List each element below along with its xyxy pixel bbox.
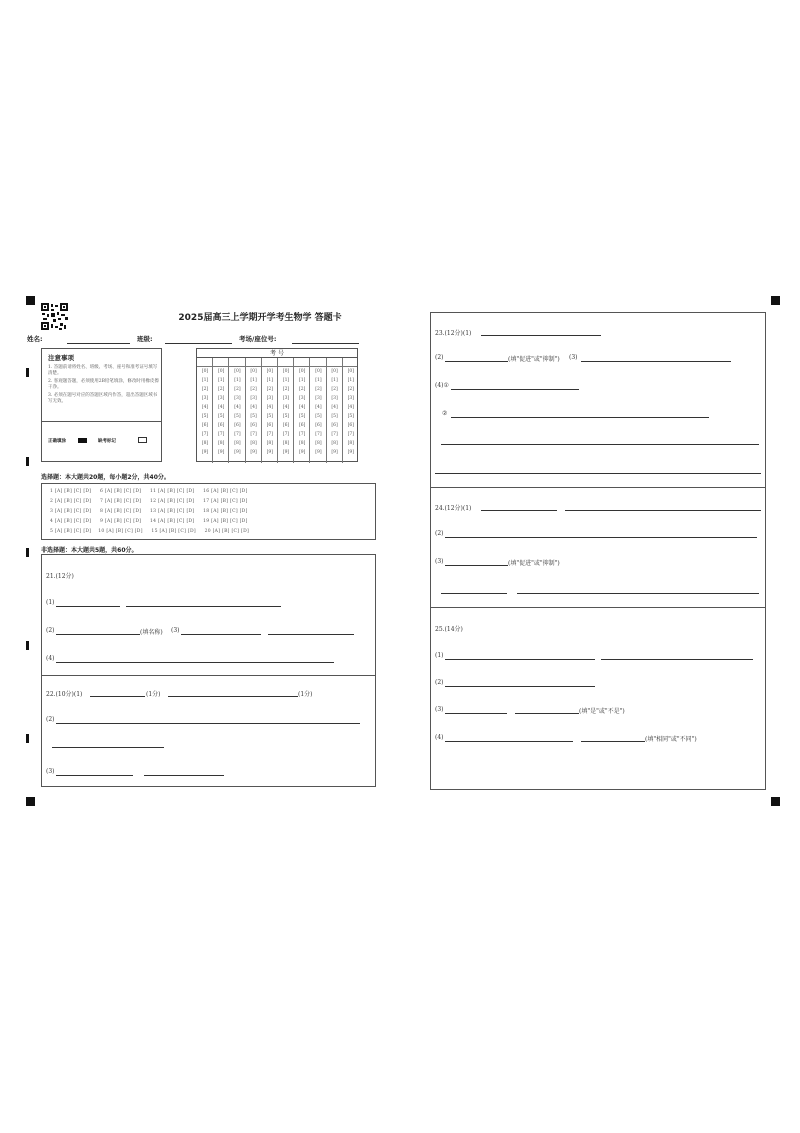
choice-row[interactable]: 4 [A] [B] [C] [D] 9 [A] [B] [C] [D] 14 [A] [B] [C] [D] 19 [A] [B] [C] [D] <box>50 519 248 524</box>
exam-id-column: [0] [1] [2] [3] [4] [5] [6] [7] [8] [9] <box>197 358 213 463</box>
q22-title: 22.(10分)(1) <box>46 691 83 698</box>
notice-item: 3. 必须在题号对应的答题区域内作答，超出答题区域书写无效。 <box>48 393 158 404</box>
q21-part1-blank-a[interactable] <box>56 606 120 607</box>
q25-part4-blank-b[interactable] <box>581 741 645 742</box>
notice-item: 1. 答题前请将姓名、班级、考场、座号和准考证号填写清楚。 <box>48 365 158 376</box>
timing-mark <box>26 548 29 557</box>
page-title: 2025届高三上学期开学考生物学 答题卡 <box>178 313 342 323</box>
q24-part3-blank-c[interactable] <box>517 593 759 594</box>
q25-part2-blank[interactable] <box>445 686 595 687</box>
q22-part3-label: (3) <box>46 768 55 775</box>
q24-part1-blank-a[interactable] <box>481 510 557 511</box>
q23-part2-label: (2) <box>435 354 444 361</box>
seat-field[interactable] <box>292 343 359 344</box>
timing-mark <box>26 734 29 743</box>
registration-mark <box>771 797 780 806</box>
q22-part3-blank-b[interactable] <box>144 775 224 776</box>
correct-fill-label: 正确填涂 <box>48 439 66 444</box>
q21-title: 21.(12分) <box>46 573 74 580</box>
registration-mark <box>771 296 780 305</box>
q23-title: 23.(12分)(1) <box>435 330 472 337</box>
q24-part3-blank[interactable] <box>445 565 508 566</box>
q25-part4-hint: (填"相同"或"不同") <box>645 736 697 743</box>
q21-part4-label: (4) <box>46 655 55 662</box>
q22-part2-label: (2) <box>46 716 55 723</box>
divider <box>431 607 765 608</box>
q24-part3-label: (3) <box>435 558 444 565</box>
q23-part4-blank-d[interactable] <box>435 473 761 474</box>
q21-part1-blank-b[interactable] <box>126 606 281 607</box>
choice-row[interactable]: 2 [A] [B] [C] [D] 7 [A] [B] [C] [D] 12 [A] [B] [C] [D] 17 [A] [B] [C] [D] <box>50 499 248 504</box>
name-label: 姓名: <box>27 335 43 343</box>
q25-part2-label: (2) <box>435 679 444 686</box>
choice-row[interactable]: 3 [A] [B] [C] [D] 8 [A] [B] [C] [D] 13 [A] [B] [C] [D] 18 [A] [B] [C] [D] <box>50 509 248 514</box>
right-answer-panel <box>430 312 766 790</box>
q24-part2-blank[interactable] <box>445 537 757 538</box>
q21-part3-label: (3) <box>171 627 180 634</box>
q22-part2-blank-b[interactable] <box>52 747 164 748</box>
class-field[interactable] <box>165 343 232 344</box>
exam-id-column: [0] [1] [2] [3] [4] [5] [6] [7] [8] [9] <box>327 358 343 463</box>
q25-part3-hint: (填"是"或"不是") <box>579 708 625 715</box>
q25-title: 25.(14分) <box>435 626 463 633</box>
student-info-row <box>27 334 367 346</box>
exam-id-column: [0] [1] [2] [3] [4] [5] [6] [7] [8] [9] <box>278 358 294 463</box>
q21-part3-blank-a[interactable] <box>181 634 261 635</box>
exam-id-header: 考 号 <box>197 349 357 358</box>
q22-score2: (1分) <box>298 691 313 698</box>
q21-part3-blank-b[interactable] <box>268 634 354 635</box>
notice-title: 注意事项 <box>48 354 74 362</box>
q24-part1-blank-b[interactable] <box>565 510 761 511</box>
absent-mark-label: 缺考标记 <box>98 439 116 444</box>
q25-part1-label: (1) <box>435 652 444 659</box>
notice-box <box>41 348 162 462</box>
q23-part4-blank-b[interactable] <box>451 417 709 418</box>
name-field[interactable] <box>67 343 130 344</box>
choice-answer-box <box>41 483 376 540</box>
choice-row[interactable]: 1 [A] [B] [C] [D] 6 [A] [B] [C] [D] 11 [A] [B] [C] [D] 16 [A] [B] [C] [D] <box>50 489 248 494</box>
q21-part2-blank[interactable] <box>56 634 140 635</box>
q22-part1-blank-a[interactable] <box>90 696 145 697</box>
q24-part3-hint: (填"促进"或"抑制") <box>508 560 560 567</box>
q25-part1-blank-b[interactable] <box>601 659 753 660</box>
class-label: 班级: <box>137 335 153 343</box>
q23-part1-blank[interactable] <box>481 335 601 336</box>
timing-mark <box>26 368 29 377</box>
q21-part2-label: (2) <box>46 627 55 634</box>
q24-part2-label: (2) <box>435 530 444 537</box>
timing-mark <box>26 641 29 650</box>
exam-id-column: [0] [1] [2] [3] [4] [5] [6] [7] [8] [9] <box>213 358 229 463</box>
choice-section-label: 选择题：本大题共20题，每小题2分，共40分。 <box>41 474 170 481</box>
q22-part1-blank-b[interactable] <box>168 696 298 697</box>
q25-part3-label: (3) <box>435 706 444 713</box>
q23-part4b-label: ② <box>442 410 448 417</box>
exam-id-column: [0] [1] [2] [3] [4] [5] [6] [7] [8] [9] <box>310 358 326 463</box>
choice-row[interactable]: 5 [A] [B] [C] [D] 10 [A] [B] [C] [D] 15 [A] [B] [C] [D] 20 [A] [B] [C] [D] <box>50 529 250 534</box>
q23-part3-blank[interactable] <box>581 361 731 362</box>
q22-answer-box <box>41 675 376 787</box>
q25-part4-label: (4) <box>435 734 444 741</box>
notice-item: 2. 客观题答题，必须使用2B铅笔填涂，修改时用橡皮擦干净。 <box>48 379 159 390</box>
q25-part3-blank-a[interactable] <box>445 713 507 714</box>
q25-part4-blank-a[interactable] <box>445 741 573 742</box>
q21-part4-blank[interactable] <box>56 662 334 663</box>
divider <box>431 487 765 488</box>
nonchoice-section-label: 非选择题：本大题共5题，共60分。 <box>41 547 138 554</box>
exam-id-column: [0] [1] [2] [3] [4] [5] [6] [7] [8] [9] <box>246 358 262 463</box>
q23-part4-blank-a[interactable] <box>451 389 579 390</box>
q22-score1: (1分) <box>146 691 161 698</box>
exam-id-grid <box>196 348 358 462</box>
q22-part2-blank-a[interactable] <box>56 723 360 724</box>
qr-code-icon <box>41 303 68 330</box>
q21-answer-box <box>41 554 376 676</box>
registration-mark <box>26 296 35 305</box>
exam-id-column: [0] [1] [2] [3] [4] [5] [6] [7] [8] [9] <box>229 358 245 463</box>
correct-fill-sample <box>78 438 87 443</box>
divider <box>42 421 161 422</box>
timing-mark <box>26 457 29 466</box>
absent-mark-box[interactable] <box>138 437 147 443</box>
exam-id-column: [0] [1] [2] [3] [4] [5] [6] [7] [8] [9] <box>347 369 354 455</box>
q25-part3-blank-b[interactable] <box>515 713 579 714</box>
q21-part1-label: (1) <box>46 599 55 606</box>
q24-title: 24.(12分)(1) <box>435 505 472 512</box>
seat-label: 考场/座位号: <box>239 335 277 343</box>
q25-part1-blank-a[interactable] <box>445 659 595 660</box>
q23-part2-hint: (填"促进"或"抑制") <box>508 356 560 363</box>
q21-part2-hint: (填名称) <box>140 629 163 636</box>
q23-part4-label: (4)① <box>435 382 449 389</box>
q22-part3-blank-a[interactable] <box>56 775 133 776</box>
q23-part2-blank[interactable] <box>445 361 508 362</box>
q23-part4-blank-c[interactable] <box>441 444 759 445</box>
registration-mark <box>26 797 35 806</box>
q24-part3-blank-b[interactable] <box>441 593 507 594</box>
exam-id-column: [0] [1] [2] [3] [4] [5] [6] [7] [8] [9] <box>294 358 310 463</box>
exam-id-column: [0] [1] [2] [3] [4] [5] [6] [7] [8] [9] <box>262 358 278 463</box>
q23-part3-label: (3) <box>569 354 578 361</box>
